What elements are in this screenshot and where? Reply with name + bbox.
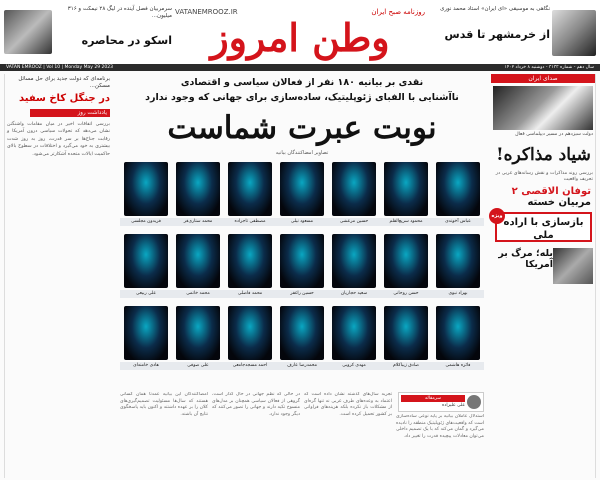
grid-caption: تصاویر امضاکنندگان بیانیه <box>275 150 329 156</box>
face-card[interactable] <box>276 162 328 228</box>
face-name: مسعود نیلی <box>276 218 328 226</box>
face-photo <box>228 162 272 216</box>
face-card[interactable] <box>432 162 484 228</box>
teaser-left-photo <box>4 10 52 54</box>
face-photo <box>384 234 428 288</box>
face-name: فریدون مجلسی <box>120 218 172 226</box>
author-box <box>398 392 484 412</box>
right-column <box>492 74 596 478</box>
face-photo <box>332 306 376 360</box>
article-col-2: تجربه سال‌های گذشته نشان داده است که اعتماد به وعده‌های طرف غربی نه تنها گره‌ای از مشکلات باز نکرده بلکه هزینه‌های فراوانی بر کشور تحمیل کرده است. <box>304 392 392 417</box>
face-name: عباس آخوندی <box>432 218 484 226</box>
face-name: علی ربیعی <box>120 290 172 298</box>
face-card[interactable] <box>172 306 224 372</box>
face-photo <box>176 234 220 288</box>
date-strip <box>0 64 600 71</box>
teaser-left-kicker: سرمربیان فصل آینده در لیگ ۲۸ نیمکت و ۳۱۶ میلیون... <box>67 6 172 19</box>
face-photo <box>280 306 324 360</box>
tagline: روزنامه صبح ایران <box>371 8 425 16</box>
teaser-right-headline: از خرمشهر تا قدس <box>444 28 550 41</box>
face-card[interactable] <box>224 306 276 372</box>
left-tag: یادداشت روز <box>30 109 110 117</box>
face-card[interactable] <box>120 162 172 228</box>
right-photo-2 <box>553 248 593 284</box>
face-photo <box>228 306 272 360</box>
section-label: صدای ایران <box>491 74 595 83</box>
face-name: علی صوفی <box>172 362 224 370</box>
face-card[interactable] <box>328 162 380 228</box>
face-card[interactable] <box>432 234 484 300</box>
face-card[interactable] <box>120 234 172 300</box>
face-name: فائزه هاشمی <box>432 362 484 370</box>
right-photo <box>493 86 593 130</box>
banner-text: بازسازی با اراده ملی <box>503 216 584 241</box>
face-card[interactable] <box>328 306 380 372</box>
main-headline[interactable]: نوبت عبرت شماست <box>167 110 437 146</box>
face-name: محمد خاتمی <box>172 290 224 298</box>
face-name: مهدی کروبی <box>328 362 380 370</box>
right-big-headline[interactable]: شیاد مذاکره! <box>496 144 591 165</box>
face-name: حسن روحانی <box>380 290 432 298</box>
article-col-1: استدلال عاملان بیانیه بر پایه نوعی ساده‌سازی است که واقعیت‌های ژئوپلیتیک منطقه را نادیده می‌گیرد و گمان می‌کند که با یک تصمیم داخلی می‌توان معادلات پیچیده قدرت را تغییر داد. <box>396 414 484 439</box>
face-name: محمد فاضلی <box>224 290 276 298</box>
right-bottom-headline[interactable]: بله؛ مرگ بر آمریکا <box>498 247 553 270</box>
face-photo <box>228 234 272 288</box>
face-name: حسین راغفر <box>276 290 328 298</box>
left-kicker: برنامه‌ای که دولت جدید برای حل مسائل مسکن... <box>18 76 110 89</box>
teaser-right-photo <box>552 10 596 56</box>
face-photo <box>124 306 168 360</box>
paper-name: وطن امروز <box>210 15 390 60</box>
face-card[interactable] <box>276 306 328 372</box>
face-card[interactable] <box>224 162 276 228</box>
teaser-right-kicker: نگاهی به موسیقی «ای ایران» استاد محمد نوری <box>440 6 550 12</box>
masthead <box>0 0 600 64</box>
face-name: سعید حجاریان <box>328 290 380 298</box>
main-kicker-2: ناآشنایی با الفبای ژئوپلیتیک، ساده‌سازی برای جهانی که وجود ندارد <box>145 92 459 103</box>
teaser-left[interactable] <box>4 4 172 58</box>
right-banner[interactable] <box>491 212 592 242</box>
author-avatar <box>467 395 481 409</box>
face-card[interactable] <box>172 234 224 300</box>
left-headline[interactable]: در جنگل کاخ سفید <box>18 93 110 104</box>
newspaper-logo <box>175 6 425 58</box>
face-photo <box>176 306 220 360</box>
left-body: بررسی اتفاقات اخیر در میان مقامات واشنگتن نشان می‌دهد که تحولات سیاسی درون آمریکا و رقابت جناح‌ها بر سر قدرت، روز به روز شدت بیشتری به خود می‌گیرد و اختلافات در سطوح بالای حاکمیت ایالات متحده آشکارتر می‌شود. <box>7 122 110 157</box>
face-card[interactable] <box>380 234 432 300</box>
face-name: احمد مسجدجامعی <box>224 362 276 370</box>
face-photo <box>124 234 168 288</box>
face-name: صادق زیباکلام <box>380 362 432 370</box>
date-fa: سال دهم - شماره ۳۱۳۳ - دوشنبه ۸ خرداد ۱۴۰۲ <box>504 65 594 70</box>
author-label: سرمقاله <box>401 395 465 402</box>
face-photo <box>436 162 480 216</box>
article-col-3: در حالی که نظم جهانی در حال گذار است، گروهی از فعالان سیاسی همچنان بر مدل‌های منسوخ تکیه دارند و جهانی را تصور می‌کنند که دیگر وجود ندارد. <box>212 392 300 417</box>
face-name: محمدرضا عارف <box>276 362 328 370</box>
face-photo <box>332 234 376 288</box>
face-card[interactable] <box>432 306 484 372</box>
face-card[interactable] <box>380 306 432 372</box>
right-red-headline[interactable]: توفان الاقصی ۲ <box>511 185 591 197</box>
articles <box>118 392 486 476</box>
faces-grid <box>120 162 484 382</box>
right-photo-kicker: دولت سیزدهم در مسیر دیپلماسی فعال <box>515 132 593 137</box>
face-name: هادی خامنه‌ای <box>120 362 172 370</box>
face-photo <box>176 162 220 216</box>
face-photo <box>280 234 324 288</box>
face-card[interactable] <box>328 234 380 300</box>
right-black-headline[interactable]: مربیان خسته <box>527 196 591 208</box>
main-kicker-1: نقدی بر بیانیه ۱۸۰ نفر از فعالان سیاسی و اقتصادی <box>180 77 424 88</box>
center-column <box>114 74 490 478</box>
face-name: محمود سریع‌القلم <box>380 218 432 226</box>
right-small-text: بررسی روند مذاکرات و نقش رسانه‌های غربی در تحریف واقعیت <box>495 170 593 183</box>
face-photo <box>384 162 428 216</box>
left-column <box>4 74 112 478</box>
face-card[interactable] <box>380 162 432 228</box>
face-photo <box>332 162 376 216</box>
face-name: بهزاد نبوی <box>432 290 484 298</box>
face-photo <box>384 306 428 360</box>
author-name: علی علیزاده <box>442 403 465 408</box>
face-card[interactable] <box>120 306 172 372</box>
face-photo <box>436 234 480 288</box>
face-photo <box>124 162 168 216</box>
face-card[interactable] <box>276 234 328 300</box>
face-name: مصطفی تاجزاده <box>224 218 276 226</box>
teaser-left-headline: اسکو در محاصره <box>81 34 172 47</box>
face-name: محمد ستاری‌فر <box>172 218 224 226</box>
face-photo <box>436 306 480 360</box>
face-name: حسین مرعشی <box>328 218 380 226</box>
face-card[interactable] <box>172 162 224 228</box>
badge: ویژه <box>489 208 505 224</box>
article-col-4: امضاکنندگان این بیانیه عمدتاً همان کسانی هستند که سال‌ها مسئولیت تصمیم‌گیری‌های کلان را بر عهده داشتند و اکنون باید پاسخگوی نتایج آن باشند. <box>120 392 208 417</box>
teaser-right[interactable] <box>428 4 596 58</box>
site-url: VATANEMROOZ.IR <box>175 8 238 16</box>
face-photo <box>280 162 324 216</box>
face-card[interactable] <box>224 234 276 300</box>
date-en: VATAN EMROOZ | Vol 10 | Monday May 29 2023 <box>6 65 113 70</box>
